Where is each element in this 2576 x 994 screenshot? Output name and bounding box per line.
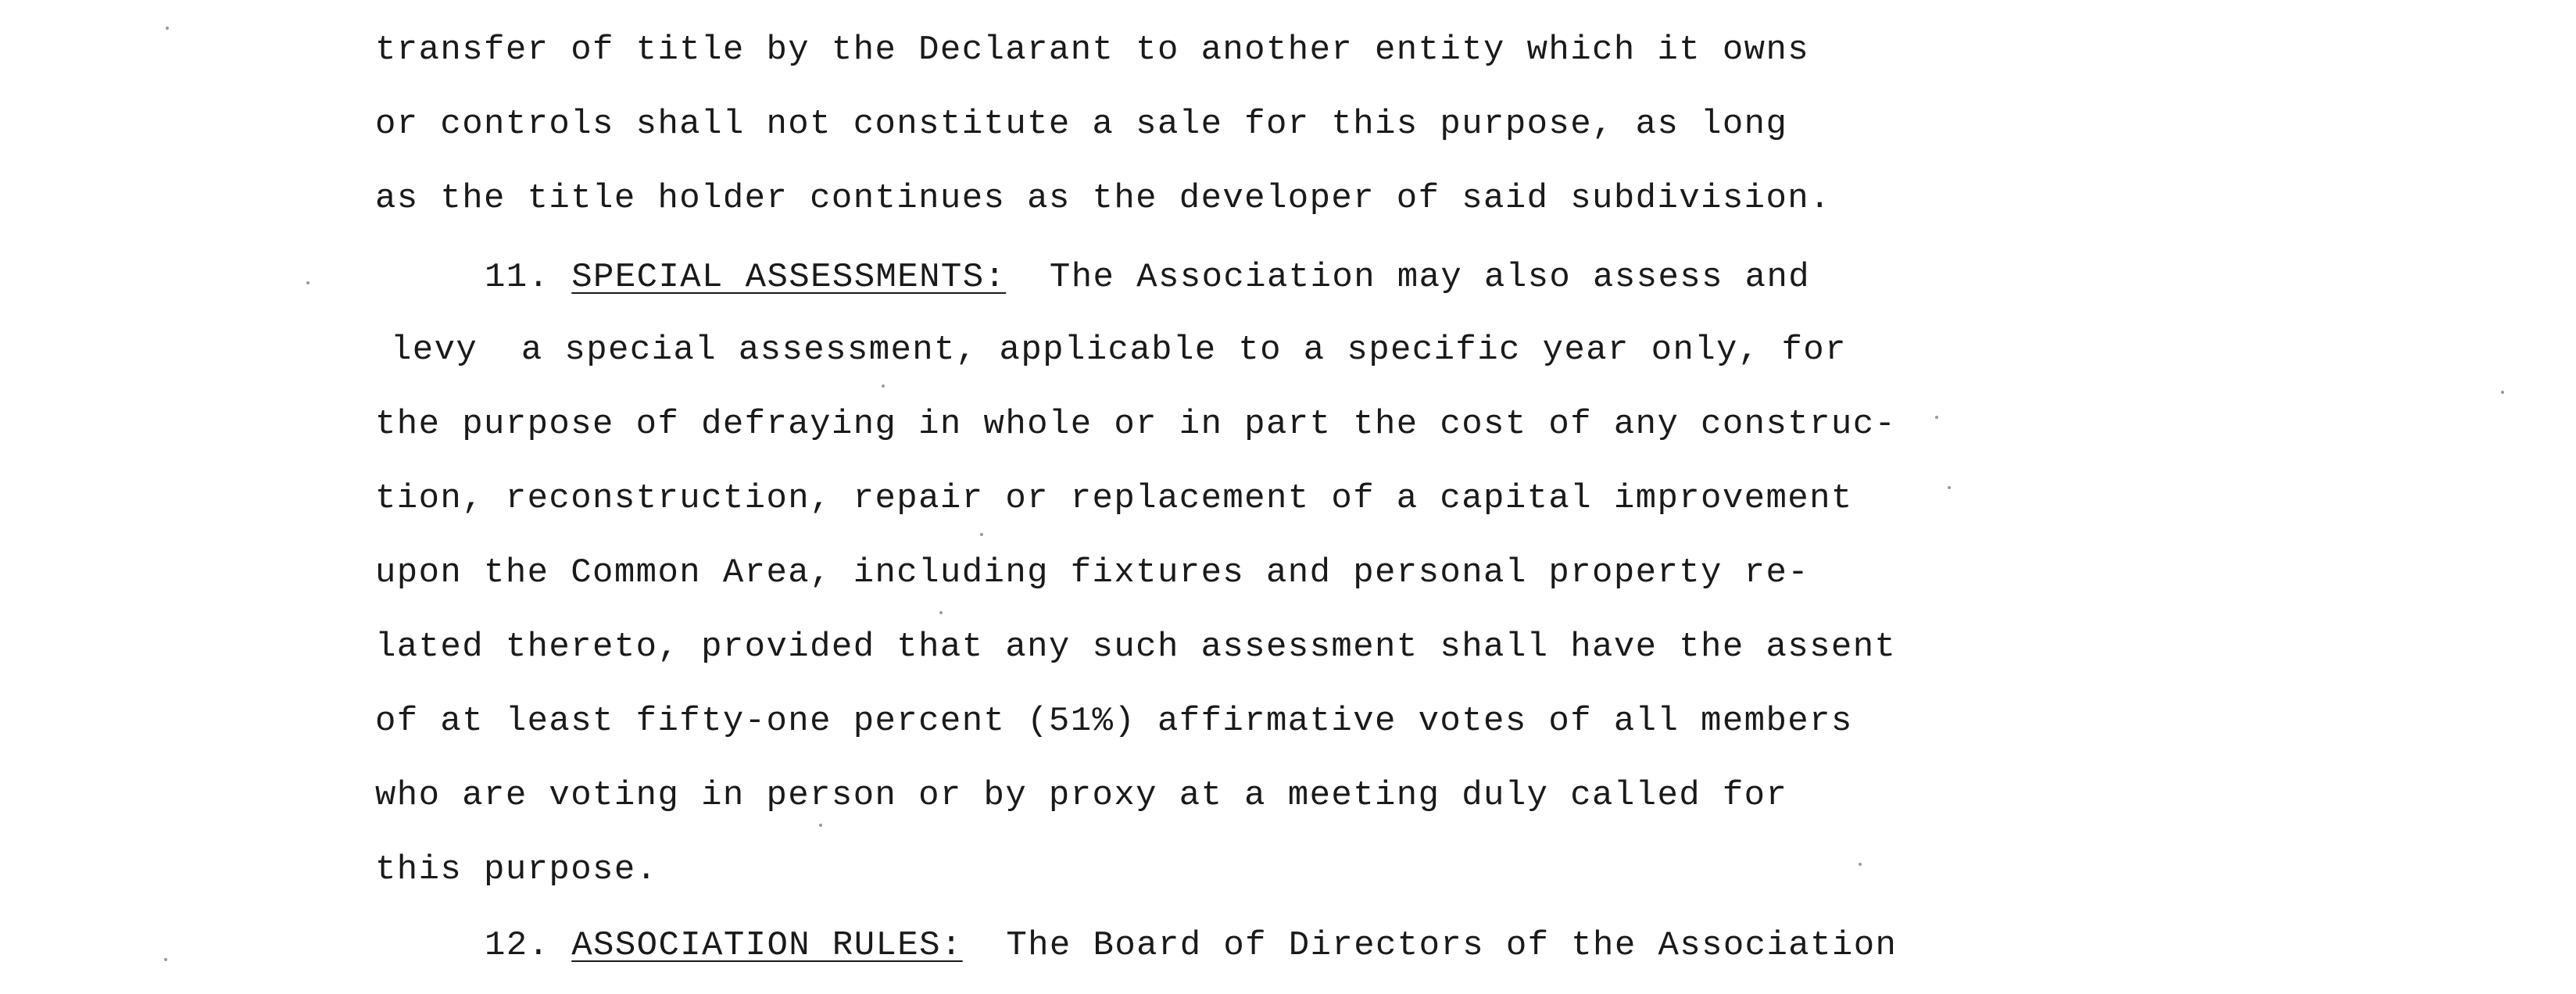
body-line: lated thereto, provided that any such assessment shall have the assent: [375, 628, 1897, 667]
scan-speck: [1948, 486, 1951, 489]
scan-speck: [819, 824, 822, 827]
scan-speck: [882, 384, 885, 388]
section-12-number: 12.: [485, 926, 550, 965]
body-line: the purpose of defraying in whole or in part the cost of any construc-: [375, 405, 1897, 444]
body-line: this purpose.: [375, 850, 658, 889]
scan-speck: [1935, 416, 1938, 419]
body-line: or controls shall not constitute a sale for this purpose, as long: [375, 105, 1788, 144]
section-11-heading: SPECIAL ASSESSMENTS:: [571, 258, 1007, 297]
body-line: levy a special assessment, applicable to a specific year only, for: [391, 331, 1847, 370]
body-line: tion, reconstruction, repair or replacement of a capital improvement: [375, 479, 1853, 518]
scan-speck: [980, 533, 983, 536]
scan-speck: [1859, 863, 1862, 866]
section-12-first-line-text: The Board of Directors of the Association: [962, 926, 1898, 965]
section-11-number: 11.: [485, 258, 550, 297]
scan-speck: [2501, 391, 2504, 394]
scan-speck: [166, 27, 169, 30]
body-line: of at least fifty-one percent (51%) affirmative votes of all members: [375, 702, 1853, 741]
body-line: upon the Common Area, including fixtures and personal property re-: [375, 553, 1810, 592]
scan-speck: [306, 281, 309, 284]
scan-speck: [939, 611, 943, 614]
scan-speck: [164, 958, 167, 961]
section-11-first-line: [485, 260, 1810, 295]
body-line: who are voting in person or by proxy at a meeting duly called for: [375, 776, 1788, 815]
section-11-first-line-text: The Association may also assess and: [1006, 258, 1811, 297]
section-12-heading: ASSOCIATION RULES:: [571, 926, 963, 965]
body-line: transfer of title by the Declarant to another entity which it owns: [375, 30, 1810, 70]
section-12-first-line: [485, 928, 1897, 963]
body-line: as the title holder continues as the developer of said subdivision.: [375, 179, 1831, 218]
